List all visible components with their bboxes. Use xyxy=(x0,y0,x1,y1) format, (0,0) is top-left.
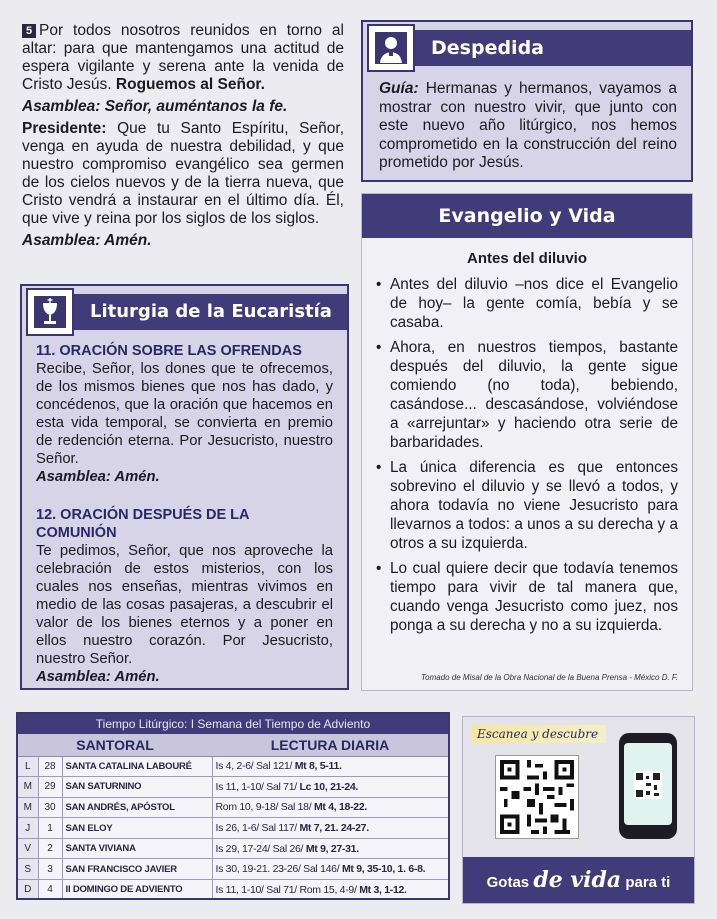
guia-text: Guía: Hermanas y hermanos, vayamos a mostrar con nuestro vivir, que junto con este nuevo año litúrgico, nos hemos comprometido en la construcción del reino prometido por Jesús. xyxy=(379,80,677,171)
list-item: • Antes del diluvio –nos dice el Evangelio de hoy– la gente comía, bebía y se casaba. xyxy=(376,275,678,332)
day-cell: V xyxy=(18,838,38,859)
priest-icon xyxy=(367,24,415,72)
reading-cell: Rom 10, 9-18/ Sal 18/ Mt 4, 18-22. xyxy=(212,797,448,818)
ofrendas-heading: 11. ORACIÓN SOBRE LAS OFRENDAS xyxy=(36,343,302,359)
day-cell: L xyxy=(18,756,38,777)
saint-cell: SANTA VIVIANA xyxy=(62,838,212,859)
date-cell: 1 xyxy=(38,818,62,839)
despedida-box xyxy=(361,20,693,182)
reading-cell: Is 11, 1-10/ Sal 71/ Lc 10, 21-24. xyxy=(212,777,448,798)
reading-cell: Is 4, 2-6/ Sal 121/ Mt 8, 5-11. xyxy=(212,756,448,777)
saint-cell: SANTA CATALINA LABOURÉ xyxy=(62,756,212,777)
petition-5: 5 Por todos nosotros reunidos en torno al altar: para que mantengamos una actitud de espera vigilante y serena ante la venida de Cristo Jesús. Roguemos al Señor. xyxy=(22,22,344,93)
chalice-icon xyxy=(26,288,74,336)
day-cell: S xyxy=(18,859,38,880)
saint-cell: SAN SATURNINO xyxy=(62,777,212,798)
day-cell: M xyxy=(18,797,38,818)
date-cell: 28 xyxy=(38,756,62,777)
reading-cell: Is 29, 17-24/ Sal 26/ Mt 9, 27-31. xyxy=(212,838,448,859)
presidente-prayer: Presidente: Que tu Santo Espíritu, Señor, venga en ayuda de nuestra debilidad, y que nuestro compromiso evangélico sea germen de los cielos nuevos y de la tierra nueva, que Cristo vendrá a instaurar en el último día. Él, que vive y reina por los siglos de los siglos. xyxy=(22,120,344,227)
asamblea-response-2: Asamblea: Amén. xyxy=(22,232,152,249)
ofrendas-asamblea: Asamblea: Amén. xyxy=(36,469,160,485)
day-cell: M xyxy=(18,777,38,798)
liturgia-box xyxy=(20,284,349,690)
source-credit: Tomado de Misal de la Obra Nacional de la Buena Prensa - México D. F. xyxy=(420,673,678,682)
list-item: • La única diferencia es que entonces sobrevino el diluvio y se llevó a todos, y ahora todavía no viene Jesucristo para llevarnos a todos: a unos a su derecha y a otros a su izquierda. xyxy=(376,458,678,553)
table-row xyxy=(18,777,448,798)
evangelio-box xyxy=(361,193,693,691)
santoral-header: SANTORAL xyxy=(18,734,212,756)
despedida-title: Despedida xyxy=(413,30,691,66)
table-row xyxy=(18,859,448,880)
qr-code-icon[interactable] xyxy=(495,755,579,839)
scan-label: Escanea y descubre xyxy=(471,725,606,743)
liturgical-calendar xyxy=(16,712,450,900)
gotas-banner: Gotas de vida para ti xyxy=(463,857,694,903)
date-cell: 29 xyxy=(38,777,62,798)
day-cell: J xyxy=(18,818,38,839)
evangelio-subtitle: Antes del diluvio xyxy=(466,250,587,267)
date-cell: 3 xyxy=(38,859,62,880)
calendar-header: Tiempo Litúrgico: I Semana del Tiempo de Adviento xyxy=(18,714,448,734)
date-cell: 30 xyxy=(38,797,62,818)
table-row xyxy=(18,797,448,818)
comunion-heading: 12. ORACIÓN DESPUÉS DE LA COMUNIÓN xyxy=(36,507,249,541)
prayers-section xyxy=(22,22,344,254)
reading-cell: Is 26, 1-6/ Sal 117/ Mt 7, 21. 24-27. xyxy=(212,818,448,839)
gotas-promo xyxy=(462,716,695,904)
calendar-table xyxy=(18,734,448,900)
comunion-text: Te pedimos, Señor, que nos aproveche la celebración de estos misterios, con los cuales nos enseñas, mientras vivimos en medio de las cosas pasajeras, a descubrir el valor de los bienes eternos y a poner en ellos nuestro corazón. Por Jesucristo, nuestro Señor. xyxy=(36,543,333,667)
evangelio-title: Evangelio y Vida xyxy=(362,194,692,238)
comunion-asamblea: Asamblea: Amén. xyxy=(36,669,160,685)
saint-cell: SAN FRANCISCO JAVIER xyxy=(62,859,212,880)
petition-number: 5 xyxy=(22,24,36,38)
liturgia-title: Liturgia de la Eucaristía xyxy=(74,294,347,330)
date-cell: 2 xyxy=(38,838,62,859)
table-row xyxy=(18,756,448,777)
reading-cell: Is 11, 1-10/ Sal 71/ Rom 15, 4-9/ Mt 3, 1-12. xyxy=(212,880,448,900)
phone-icon xyxy=(619,733,677,839)
table-row xyxy=(18,818,448,839)
table-row xyxy=(18,838,448,859)
table-row xyxy=(18,880,448,900)
day-cell: D xyxy=(18,880,38,900)
asamblea-response-1: Asamblea: Señor, auméntanos la fe. xyxy=(22,98,288,115)
evangelio-list xyxy=(362,275,692,635)
saint-cell: SAN ANDRÉS, APÓSTOL xyxy=(62,797,212,818)
list-item: • Ahora, en nuestros tiempos, bastante después del diluvio, la gente sigue comiendo (no toda), bebiendo, casándose... descasándose, volviéndose a «arrejuntar» y haciendo otra serie de barbaridades. xyxy=(376,338,678,452)
ofrendas-text: Recibe, Señor, los dones que te ofrecemos, de los mismos bienes que nos has dado, y concédenos, que la oración que hacemos en esta vida temporal, se convierta en premio de redención eterna. Por Jesucristo, nuestro Señor. xyxy=(36,361,333,467)
lectura-header: LECTURA DIARIA xyxy=(212,734,448,756)
saint-cell: II DOMINGO DE ADVIENTO xyxy=(62,880,212,900)
list-item: • Lo cual quiere decir que todavía tenemos tiempo para vivir de tal manera que, cuando venga Jesucristo como juez, nos ponga a su derecha y no a su izquierda. xyxy=(376,559,678,635)
date-cell: 4 xyxy=(38,880,62,900)
reading-cell: Is 30, 19-21. 23-26/ Sal 146/ Mt 9, 35-10, 1. 6-8. xyxy=(212,859,448,880)
saint-cell: SAN ELOY xyxy=(62,818,212,839)
